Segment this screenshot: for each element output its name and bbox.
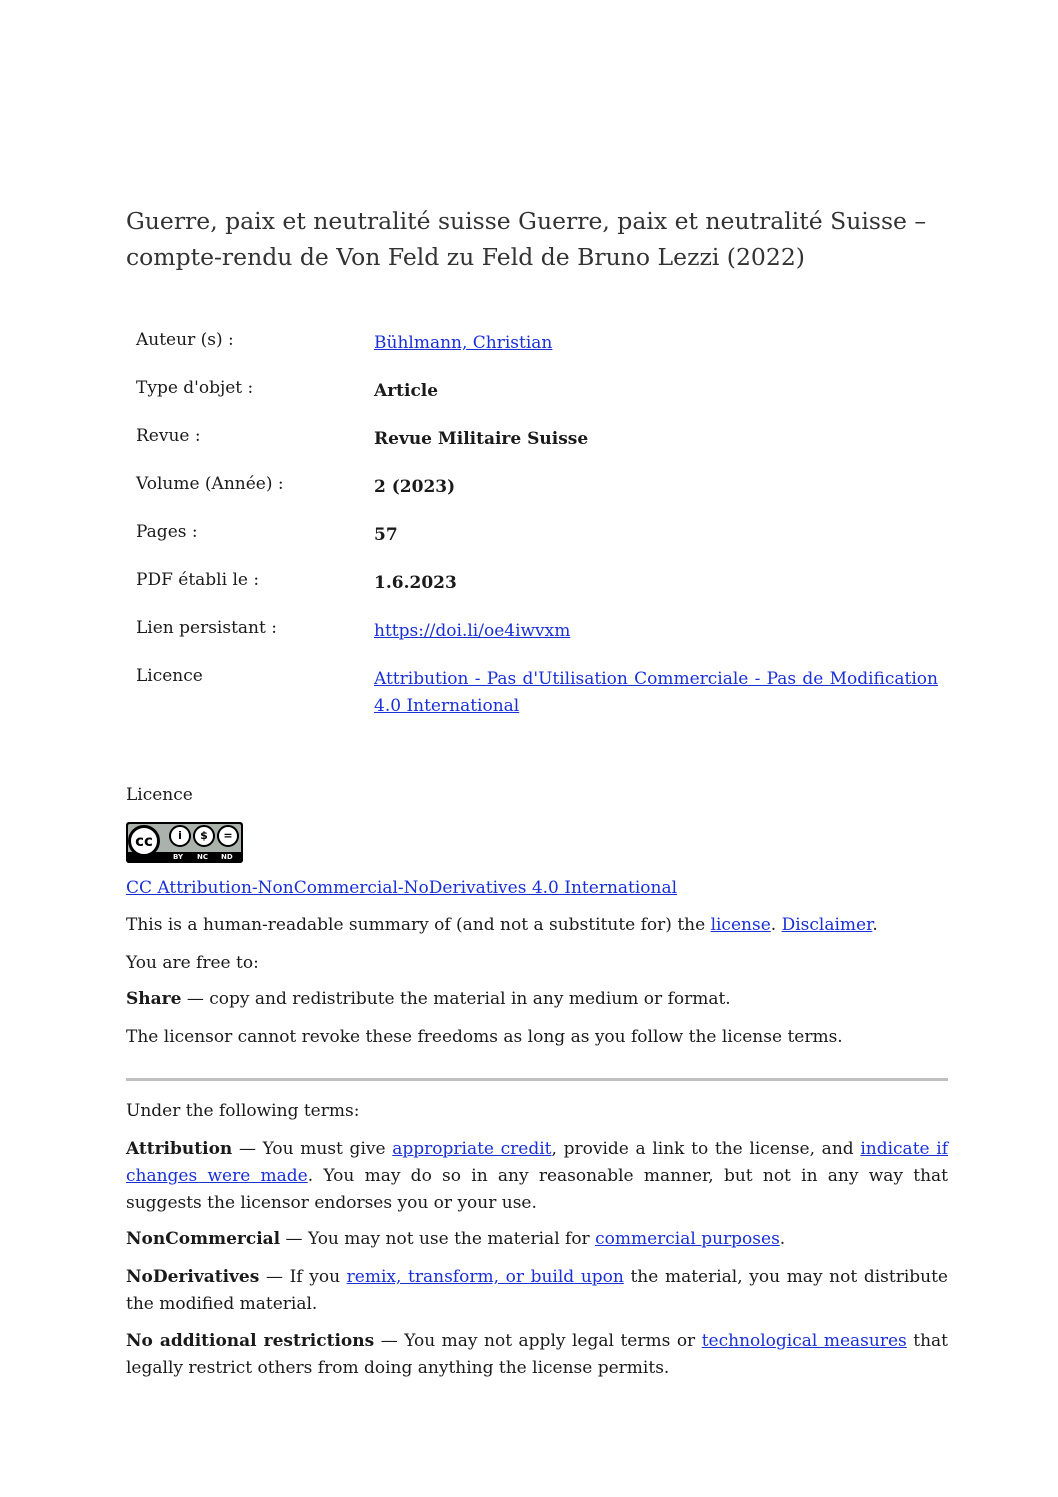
attribution-term: Attribution [126, 1139, 233, 1159]
by-icon: i [169, 825, 191, 847]
meta-label: Type d'objet : [136, 378, 254, 398]
nc-label: NC [197, 853, 208, 861]
noncommercial-term: NonCommercial [126, 1229, 281, 1249]
license-link[interactable]: license [710, 915, 771, 935]
meta-value: Revue Militaire Suisse [374, 429, 589, 449]
share-term: Share [126, 989, 182, 1009]
cc-icon: cc [128, 825, 160, 857]
license-name-line [126, 875, 948, 902]
appropriate-credit-link[interactable]: appropriate credit [392, 1139, 552, 1159]
technological-measures-link[interactable]: technological measures [701, 1331, 907, 1351]
meta-label: Lien persistant : [136, 618, 277, 638]
meta-label: Pages : [136, 522, 198, 542]
meta-label: Licence [136, 666, 203, 686]
commercial-purposes-link[interactable]: commercial purposes [595, 1229, 780, 1249]
share-line: Share — copy and redistribute the material in any medium or format. [126, 989, 731, 1009]
licence-heading: Licence [126, 785, 193, 805]
license-deed-link[interactable]: CC Attribution-NonCommercial-NoDerivatives 4.0 International [126, 878, 678, 898]
no-restrictions-term: No additional restrictions [126, 1331, 375, 1351]
document-title: Guerre, paix et neutralité suisse Guerre, paix et neutralité Suisse – compte-rendu de Von Feld zu Feld de Bruno Lezzi (2022) [126, 207, 927, 271]
meta-value: Article [374, 381, 439, 401]
meta-label: Revue : [136, 426, 201, 446]
no-restrictions-paragraph: No additional restrictions — You may not apply legal terms or technological measures that legally restrict others from doing anything the license permits. [126, 1331, 949, 1378]
meta-label: Volume (Année) : [136, 474, 284, 494]
disclaimer-link[interactable]: Disclaimer [781, 915, 873, 935]
free-to-line: You are free to: [126, 953, 259, 973]
attribution-paragraph: Attribution — You must give appropriate credit, provide a link to the license, and indicate if changes were made. You may do so in any reasonable manner, but not in any way that suggests the licensor endorses you or your use. [126, 1139, 949, 1213]
licence-link[interactable]: Attribution - Pas d'Utilisation Commerciale - Pas de Modification 4.0 International [374, 669, 938, 716]
noncommercial-paragraph: NonCommercial — You may not use the material for commercial purposes. [126, 1229, 786, 1249]
cc-badge[interactable] [126, 822, 243, 863]
noderivatives-term: NoDerivatives [126, 1267, 260, 1287]
permalink-link[interactable]: https://doi.li/oe4iwvxm [374, 621, 571, 641]
meta-label: PDF établi le : [136, 570, 260, 590]
under-terms-line: Under the following terms: [126, 1101, 360, 1121]
meta-label: Auteur (s) : [136, 330, 234, 350]
indicate-changes-link[interactable]: indicate if changes were made [126, 1139, 948, 1186]
meta-value: 57 [374, 525, 398, 545]
meta-value: 2 (2023) [374, 477, 456, 497]
nd-icon: = [217, 825, 239, 847]
divider [126, 1078, 948, 1081]
author-link[interactable]: Bühlmann, Christian [374, 333, 553, 353]
noderivatives-paragraph: NoDerivatives — If you remix, transform, or build upon the material, you may not distribute the modified material. [126, 1267, 948, 1314]
nd-label: ND [221, 853, 233, 861]
by-label: BY [173, 853, 184, 861]
meta-value: 1.6.2023 [374, 573, 457, 593]
remix-link[interactable]: remix, transform, or build upon [346, 1267, 624, 1287]
revoke-line: The licensor cannot revoke these freedoms as long as you follow the license terms. [126, 1027, 843, 1047]
summary-line: This is a human-readable summary of (and not a substitute for) the license. Disclaimer. [126, 915, 878, 935]
nc-icon: $ [193, 825, 215, 847]
